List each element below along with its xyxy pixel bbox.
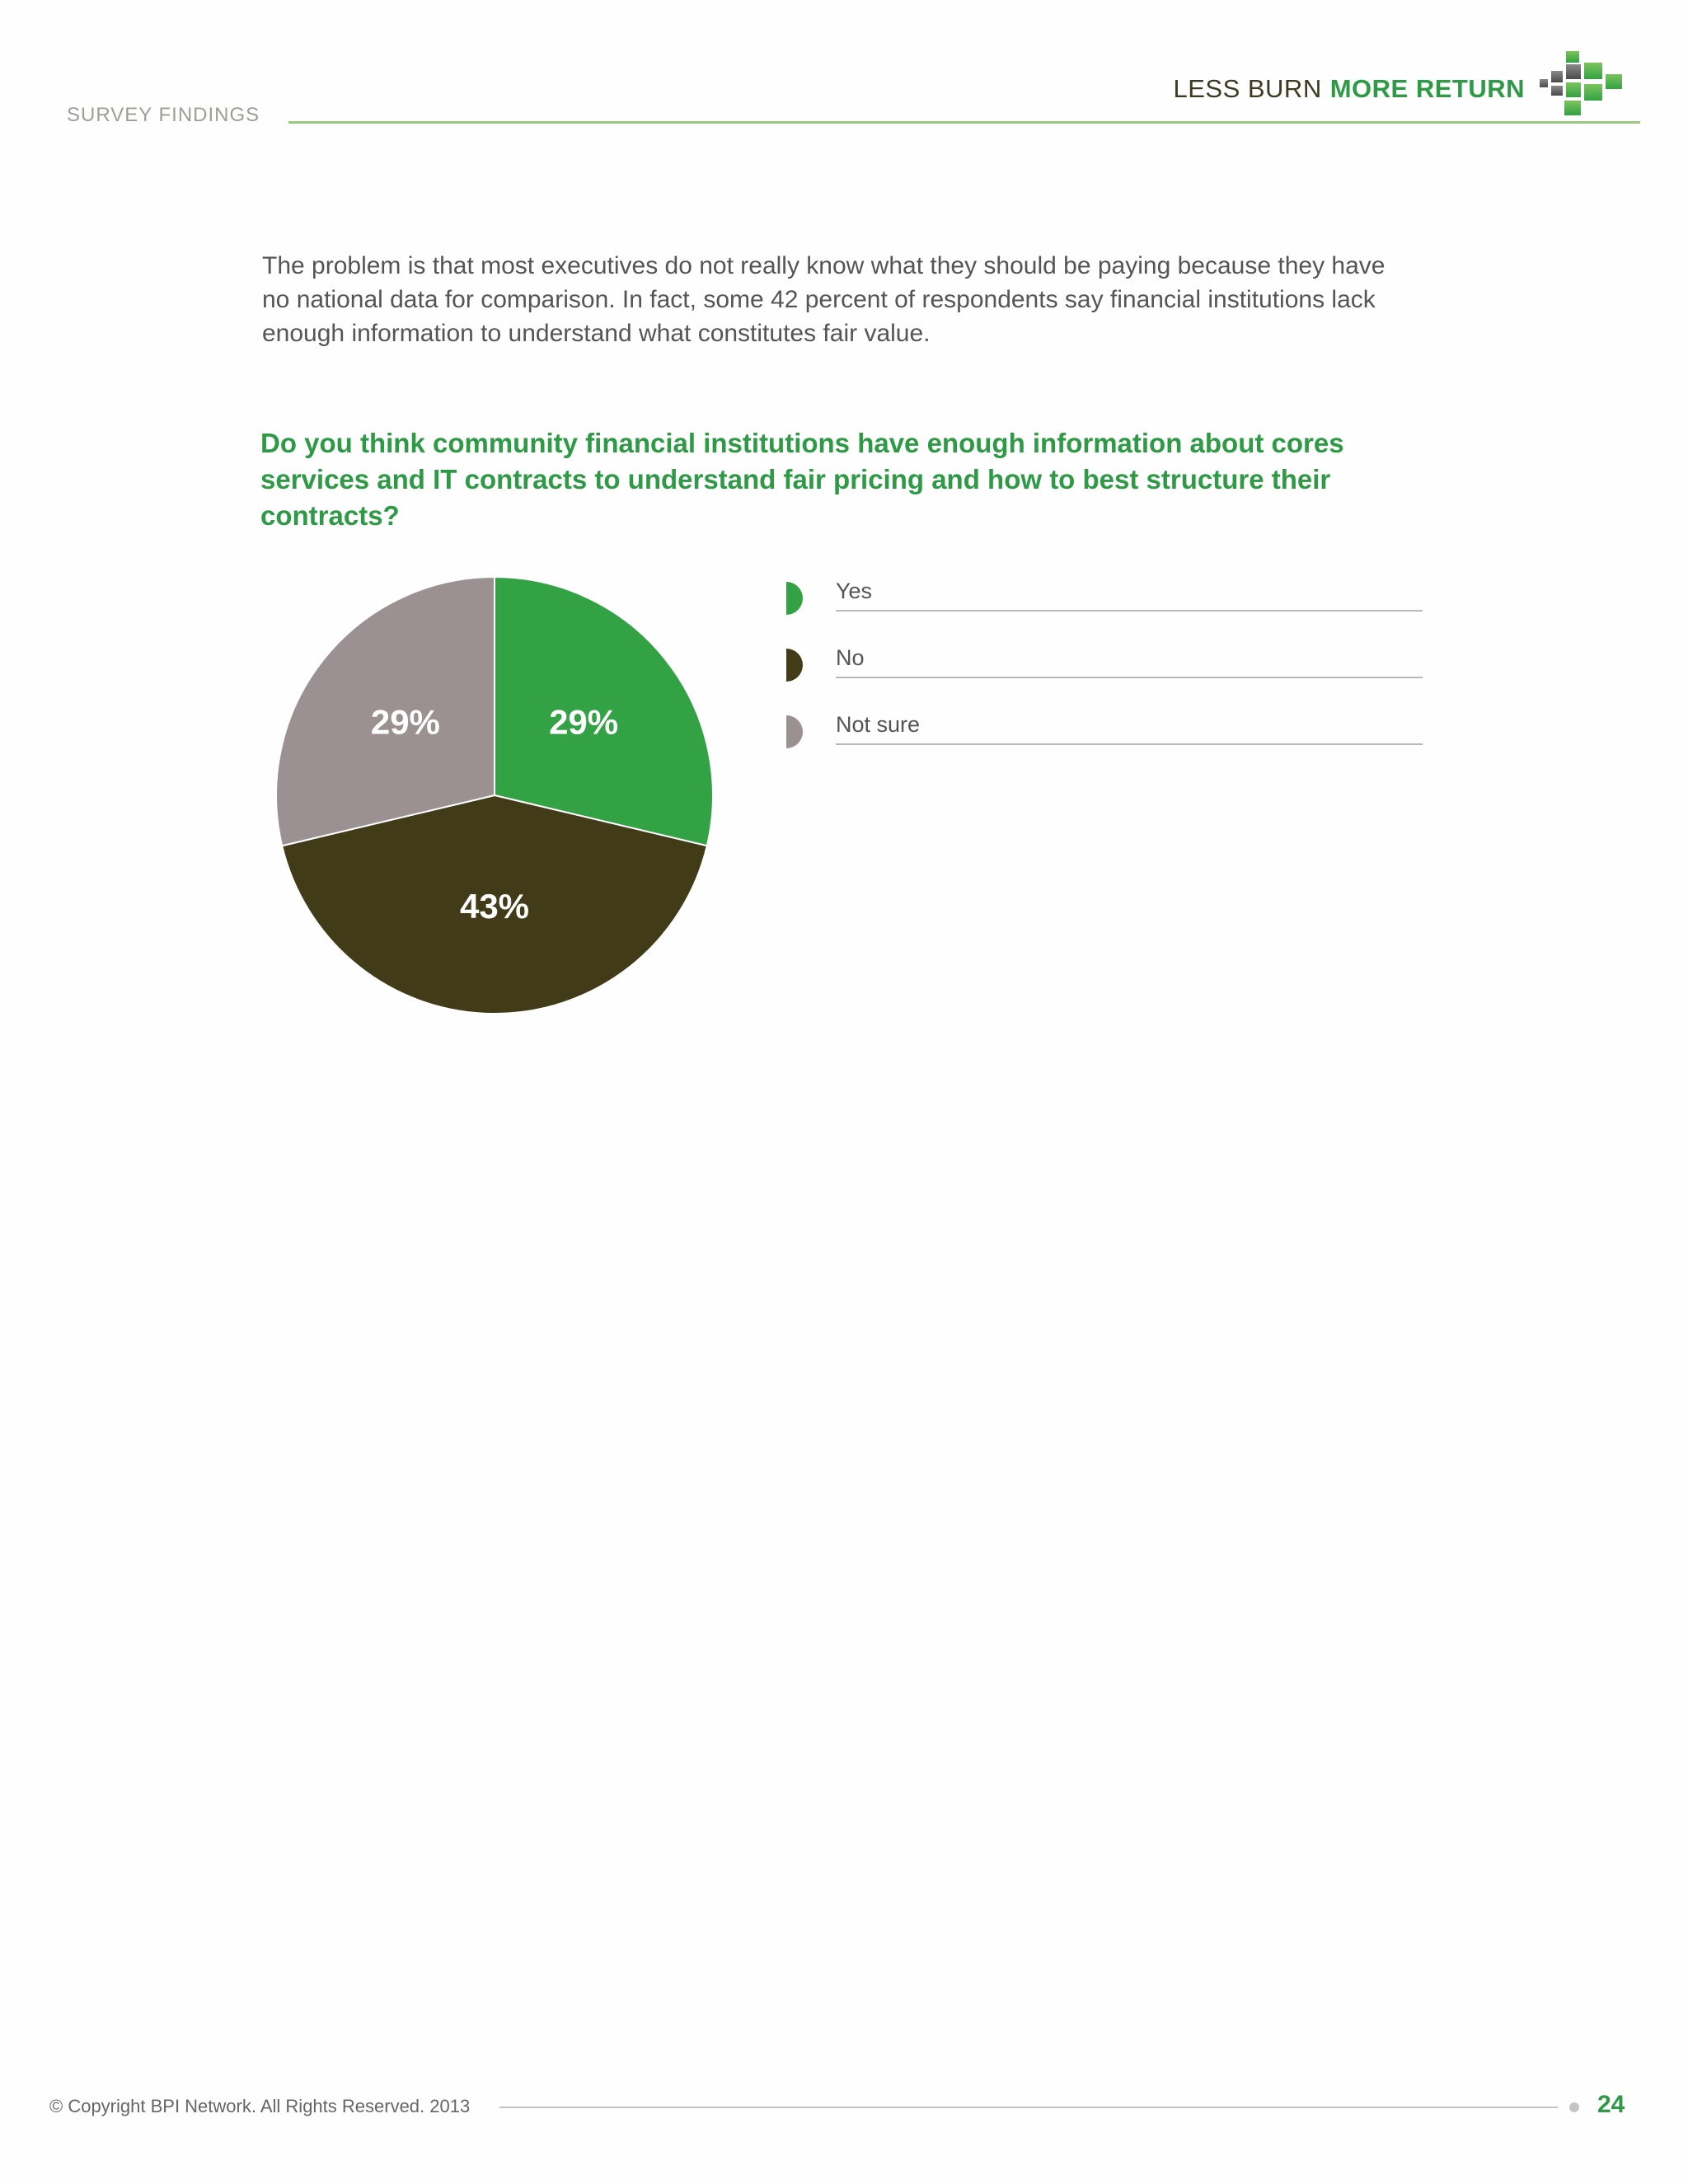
legend-swatch-not-sure [783,715,816,748]
pie-label-no: 43% [459,886,530,926]
legend-swatch-yes [783,582,816,615]
copyright-notice: © Copyright BPI Network. All Rights Reserved. 2013 [49,2096,471,2116]
legend-item-yes [783,575,1426,642]
legend-rule [836,743,1423,745]
legend-rule [836,610,1423,612]
section-label: SURVEY FINDINGS [67,104,260,126]
legend-rule [836,677,1423,678]
footer-divider [499,2107,1558,2108]
chart-title: Do you think community financial institutions have enough information about cores services and IT contracts to understand fair pricing and how to best structure their contracts? [260,428,1344,531]
legend-item-no [783,642,1426,709]
header-divider [288,121,1640,124]
legend-swatch-no [783,649,816,682]
pie-chart [268,569,721,1022]
legend-label-yes: Yes [836,579,873,603]
pie-label-not-sure: 29% [370,702,440,742]
pie-label-yes: 29% [549,702,619,742]
intro-paragraph: The problem is that most executives do not really know what they should be paying because they have no national data for comparison. In fact, some 42 percent of respondents say financial institutions lack enough information to understand what constitutes fair value. [262,252,1386,347]
tagline-more-return: MORE RETURN [1329,74,1525,103]
tagline [1173,74,1525,104]
footer-dot [1569,2102,1579,2112]
tagline-less-burn: LESS BURN [1173,74,1322,103]
page-number: 24 [1597,2091,1625,2118]
legend-label-not-sure: Not sure [836,712,921,737]
legend-label-no: No [836,645,865,670]
legend-item-not-sure [783,709,1426,776]
bpi-logo-icon [1540,51,1642,117]
chart-legend [783,575,1426,776]
